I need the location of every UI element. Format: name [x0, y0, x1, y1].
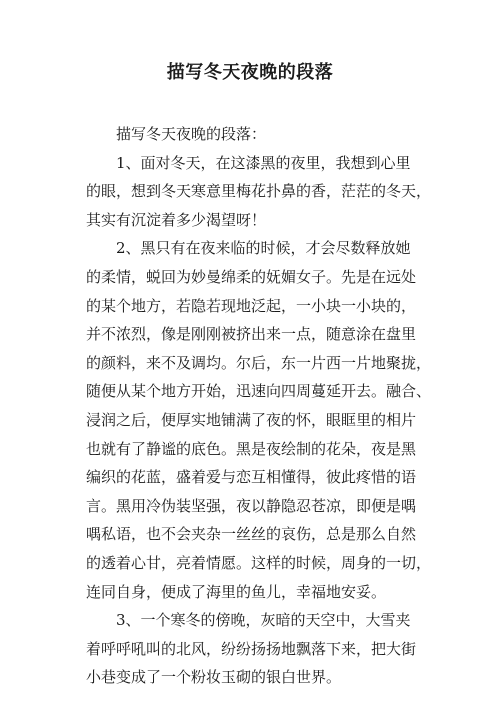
paragraph-line: 随便从某个地方开始，迅速向四周蔓延开去。融合、 — [86, 382, 432, 401]
paragraph-line: 也就有了静谧的底色。黑是夜绘制的花朵，夜是黑 — [86, 439, 417, 458]
intro-paragraph — [86, 120, 416, 149]
paragraph-line: 的眼，想到冬天寒意里梅花扑鼻的香，茫茫的冬天， — [86, 182, 432, 201]
paragraph-line: 2、黑只有在夜来临的时候，才会尽数释放她 — [116, 239, 411, 258]
paragraph-3 — [86, 606, 416, 692]
paragraph-line: 的柔情，蜕回为妙曼绵柔的妩媚女子。先是在远处 — [86, 267, 417, 286]
paragraph-line: 并不浓烈，像是刚刚被挤出来一点，随意涂在盘里 — [86, 325, 417, 344]
paragraph-line: 其实有沉淀着多少渴望呀！ — [86, 210, 267, 229]
paragraph-line: 小巷变成了一个粉妆玉砌的银白世界。 — [86, 668, 342, 687]
paragraph-line: 浸润之后，便厚实地铺满了夜的怀，眼眶里的相片 — [86, 410, 417, 429]
paragraph-line: 着呼呼吼叫的北风，纷纷扬扬地飘落下来，把大街 — [86, 639, 417, 658]
paragraph-line: 的颜料，来不及调均。尔后，东一片西一片地聚拢， — [86, 353, 432, 372]
paragraph-line: 言。黑用冷伪装坚强，夜以静隐忍苍凉，即便是喁 — [86, 496, 417, 515]
paragraph-line: 的某个地方，若隐若现地泛起，一小块一小块的， — [86, 296, 417, 315]
paragraph-line: 的透着心甘，亮着情愿。这样的时候，周身的一切， — [86, 553, 432, 572]
paragraph-line: 喁私语，也不会夹杂一丝丝的哀伤，总是那么自然 — [86, 525, 417, 544]
paragraph-line: 连同自身，便成了海里的鱼儿，幸福地安妥。 — [86, 582, 387, 601]
page-title: 描写冬天夜晚的段落 — [166, 62, 334, 83]
paragraph-line: 编织的花蓝，盛着爱与恋互相懂得，彼此疼惜的语 — [86, 468, 417, 487]
paragraph-2 — [86, 234, 432, 606]
intro-line: 描写冬天夜晚的段落： — [116, 125, 267, 143]
document-body — [86, 120, 432, 692]
paragraph-line: 3、一个寒冬的傍晚，灰暗的天空中，大雪夹 — [116, 611, 411, 630]
paragraph-line: 1、面对冬天，在这漆黑的夜里，我想到心里 — [116, 153, 411, 172]
paragraph-1 — [86, 149, 432, 235]
